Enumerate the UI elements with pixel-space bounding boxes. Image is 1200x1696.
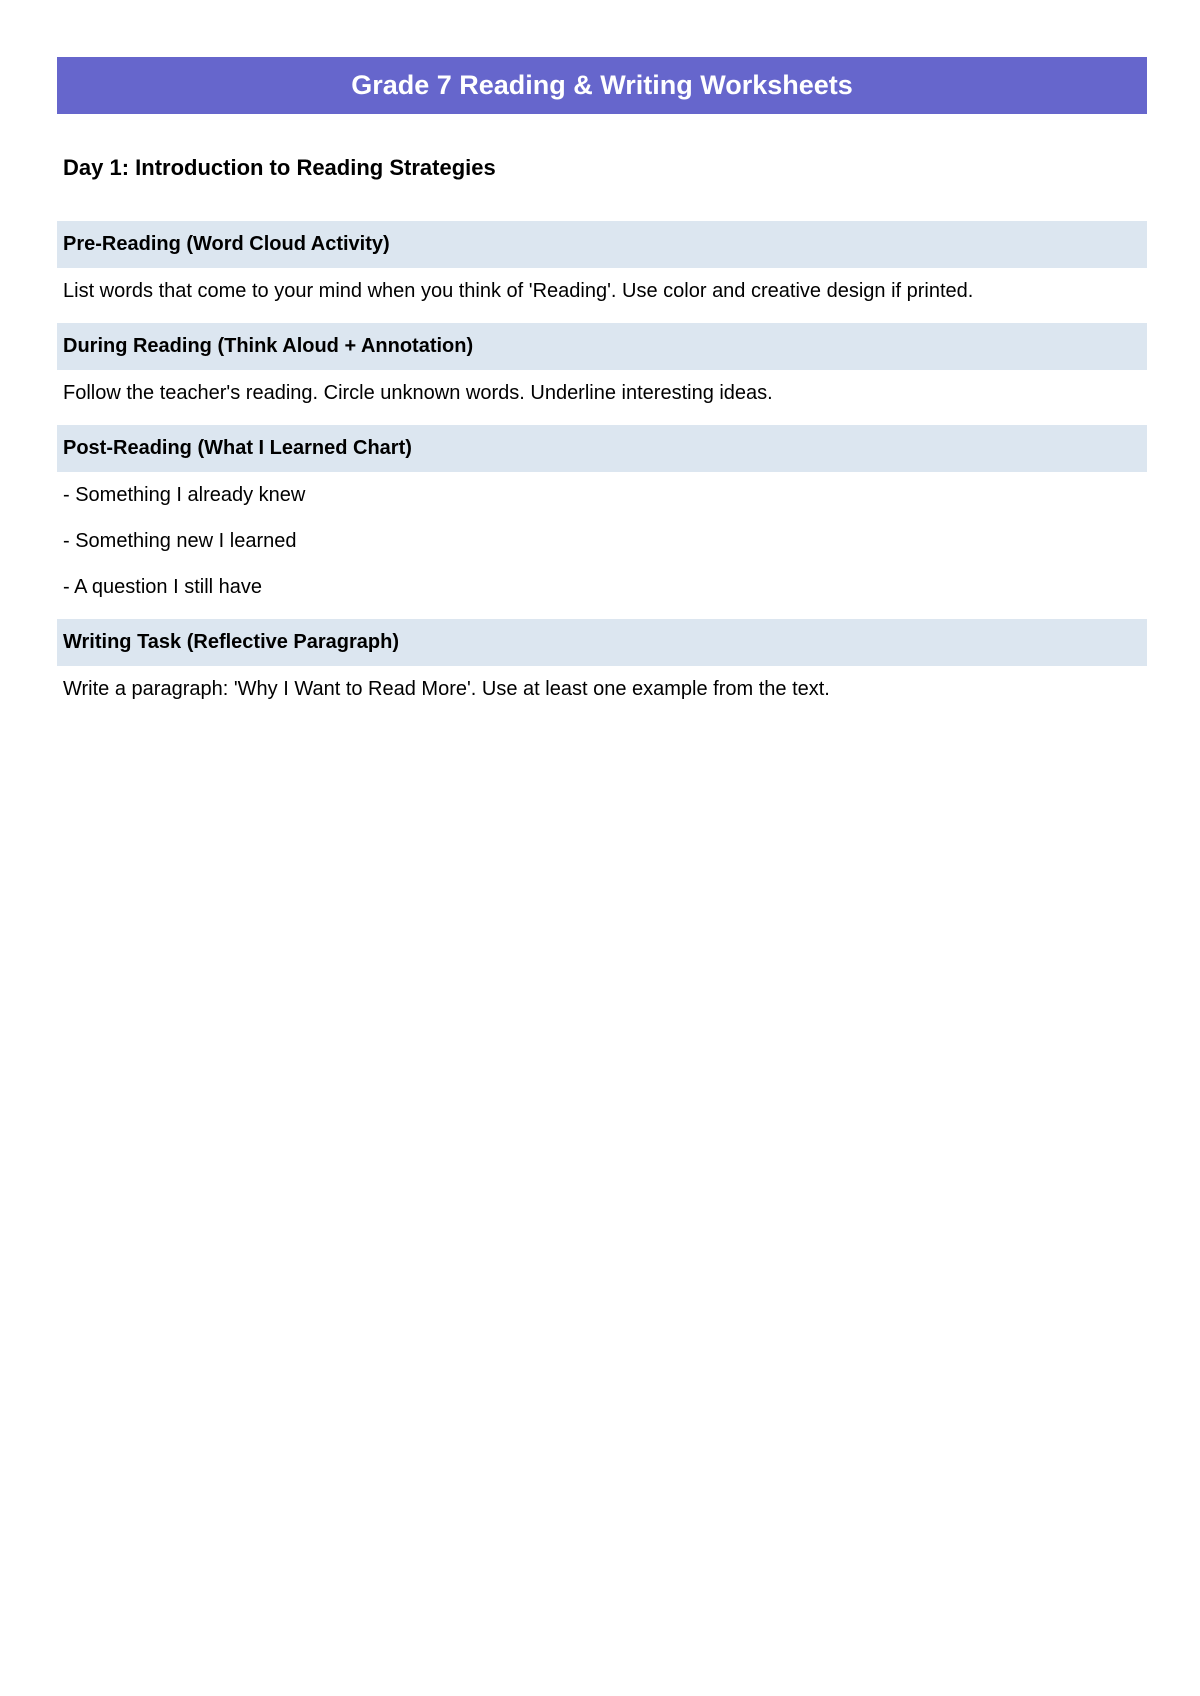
section-header — [57, 221, 1147, 268]
list-item: - A question I still have — [63, 576, 263, 598]
section-header — [57, 425, 1147, 472]
worksheet-page — [57, 57, 1147, 721]
section-header-label: During Reading (Think Aloud + Annotation) — [63, 335, 474, 357]
section-post-reading — [57, 425, 1147, 610]
title-banner — [57, 57, 1147, 114]
section-text: Write a paragraph: 'Why I Want to Read More'. Use at least one example from the text. — [63, 678, 830, 700]
sections-list — [57, 221, 1147, 712]
section-header-label: Pre-Reading (Word Cloud Activity) — [63, 233, 390, 255]
list-item: - Something new I learned — [63, 530, 297, 552]
section-header — [57, 619, 1147, 666]
page-title: Grade 7 Reading & Writing Worksheets — [351, 70, 853, 100]
section-text: Follow the teacher's reading. Circle unknown words. Underline interesting ideas. — [63, 382, 773, 404]
section-writing-task — [57, 619, 1147, 712]
section-header — [57, 323, 1147, 370]
list-item: - Something I already knew — [63, 484, 306, 506]
section-header-label: Post-Reading (What I Learned Chart) — [63, 437, 412, 459]
section-during-reading — [57, 323, 1147, 416]
day-heading: Day 1: Introduction to Reading Strategies — [63, 155, 496, 180]
post-reading-list — [57, 472, 1147, 610]
section-text: List words that come to your mind when you think of 'Reading'. Use color and creative design if printed. — [63, 280, 974, 302]
section-header-label: Writing Task (Reflective Paragraph) — [63, 631, 400, 653]
section-pre-reading — [57, 221, 1147, 314]
